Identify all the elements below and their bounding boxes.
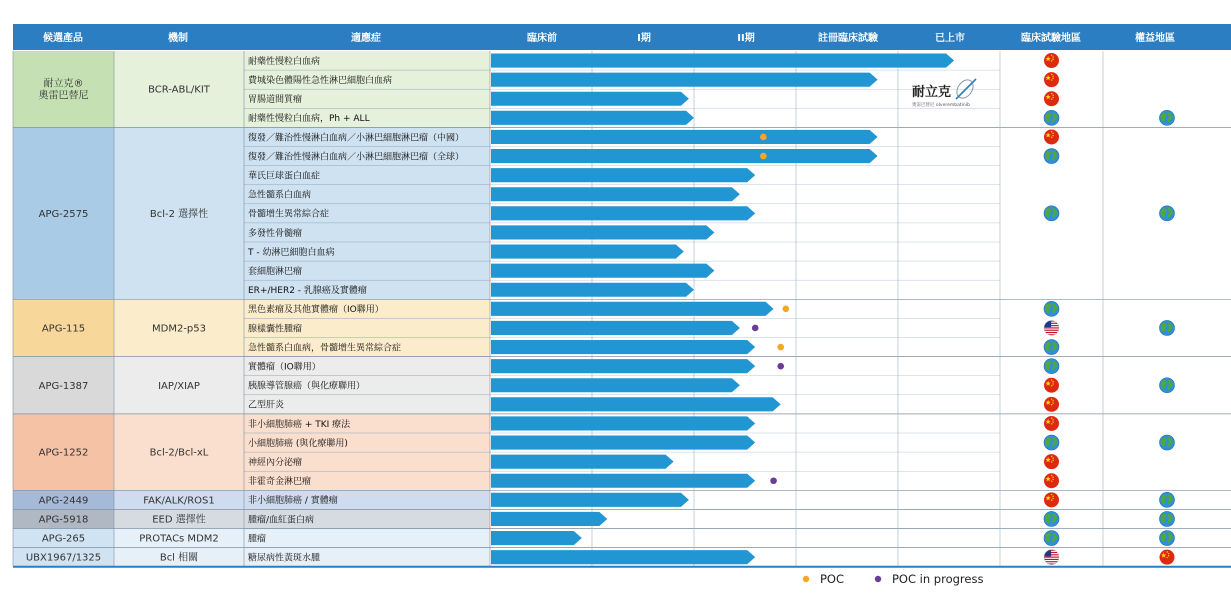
progress-bar: [491, 455, 674, 469]
legend-poc-dot: [803, 576, 809, 582]
china-flag-icon: [1160, 550, 1175, 565]
indication-label: 復發／難治性慢淋白血病／小淋巴細胞淋巴瘤（全球）: [248, 152, 465, 163]
indication-label: ER+/HER2 - 乳腺癌及實體瘤: [248, 286, 367, 297]
progress-bar: [491, 359, 755, 373]
product-name-line: APG-115: [41, 323, 86, 335]
mechanism-name: PROTACs MDM2: [139, 533, 219, 545]
indication-cell-bg: [244, 529, 490, 548]
china-flag-icon: [1044, 91, 1059, 106]
china-flag-small-star: [1051, 385, 1052, 386]
product-name: [39, 448, 89, 459]
progress-bar: [491, 225, 714, 239]
global-icon: [1160, 110, 1175, 125]
indication-label: 套細胞淋巴瘤: [248, 266, 303, 277]
poc-in-progress-marker: [752, 325, 759, 332]
header-mechanism: 機制: [168, 33, 188, 44]
indication-label: 黑色素瘤及其他實體瘤（IO聯用）: [248, 305, 384, 316]
china-flag-icon: [1044, 378, 1059, 393]
china-flag-small-star: [1052, 383, 1053, 384]
poc-in-progress-marker: [777, 363, 784, 370]
china-flag-small-star: [1051, 60, 1052, 61]
header-product: 候選產品: [43, 33, 83, 44]
usa-flag-stripe: [1044, 557, 1060, 558]
indication-label: 非小細胞肺癌 / 實體瘤: [248, 496, 338, 507]
indication-label: 耐藥性慢粒白血病，Ph + ALL: [248, 114, 370, 125]
progress-bar: [491, 321, 740, 335]
china-flag-small-star: [1051, 55, 1052, 56]
poc-marker: [783, 306, 790, 313]
progress-bar: [491, 397, 781, 411]
progress-bar: [491, 245, 684, 259]
china-flag-small-star: [1052, 75, 1053, 76]
china-flag-small-star: [1051, 74, 1052, 75]
table-header: [13, 24, 1231, 50]
indication-label: 非霍奇金淋巴瘤: [248, 477, 312, 488]
china-flag-icon: [1044, 129, 1059, 144]
china-flag-small-star: [1051, 79, 1052, 80]
china-flag-small-star: [1051, 404, 1052, 405]
olverembatinib-logo: [912, 77, 976, 108]
china-flag-small-star: [1052, 97, 1053, 98]
china-flag-small-star: [1052, 56, 1053, 57]
indication-label: 糖尿病性黃斑水腫: [248, 553, 321, 564]
china-flag-small-star: [1051, 480, 1052, 481]
china-flag-small-star: [1052, 460, 1053, 461]
china-flag-icon: [1044, 416, 1059, 431]
progress-bar: [491, 493, 689, 507]
header-indication: 適應症: [351, 33, 381, 44]
progress-bar: [491, 187, 740, 201]
usa-flag-canton: [1044, 320, 1052, 327]
indication-label: 腫瘤: [248, 534, 267, 545]
product-name-line: APG-1252: [38, 447, 89, 459]
china-flag-small-star: [1168, 555, 1169, 556]
product-name-line: APG-1387: [38, 380, 89, 392]
indication-label: 腫瘤/血紅蛋白病: [248, 515, 315, 526]
china-flag-small-star: [1052, 421, 1053, 422]
progress-bar: [491, 149, 878, 163]
china-flag-small-star: [1052, 78, 1053, 79]
product-name-line: APG-5918: [38, 514, 89, 526]
china-flag-icon: [1044, 397, 1059, 412]
header-phase-marketed: 已上市: [935, 33, 965, 44]
china-flag-small-star: [1051, 398, 1052, 399]
usa-flag-icon: [1044, 320, 1060, 336]
china-flag-small-star: [1052, 135, 1053, 136]
global-icon: [1044, 359, 1059, 374]
indication-label: 小細胞肺癌 (與化療聯用): [248, 438, 348, 449]
indication-label: 實體瘤（IO聯用）: [248, 362, 321, 373]
china-flag-icon: [1044, 53, 1059, 68]
global-icon: [1044, 110, 1059, 125]
indication-label: 腺樣囊性腫瘤: [248, 324, 303, 335]
indication-label: 非小細胞肺癌 + TKI 療法: [248, 419, 351, 430]
mechanism-name: BCR-ABL/KIT: [148, 84, 210, 96]
legend-poc-in-progress-dot: [875, 576, 881, 582]
mechanism-name: Bcl-2/Bcl-xL: [149, 447, 209, 459]
progress-bar: [491, 550, 755, 564]
global-icon: [1044, 340, 1059, 355]
china-flag-small-star: [1167, 551, 1168, 552]
usa-flag-body: [1044, 320, 1060, 336]
usa-flag-body: [1044, 549, 1060, 565]
header-trial-region: 臨床試驗地區: [1021, 33, 1081, 44]
product-name-line: UBX1967/1325: [25, 552, 102, 564]
china-flag-small-star: [1052, 498, 1053, 499]
global-icon: [1160, 531, 1175, 546]
global-icon: [1160, 206, 1175, 221]
indication-label: 胃腸道間質瘤: [248, 95, 303, 106]
china-flag-small-star: [1051, 494, 1052, 495]
progress-bar: [491, 73, 878, 87]
china-flag-small-star: [1167, 557, 1168, 558]
global-icon: [1160, 320, 1175, 335]
china-flag-small-star: [1052, 59, 1053, 60]
indication-label: 耐藥性慢粒白血病: [248, 56, 321, 67]
indication-label: 費城染色體陽性急性淋巴細胞白血病: [248, 75, 393, 86]
china-flag-small-star: [1052, 133, 1053, 134]
progress-bar: [491, 111, 694, 125]
product-name-line: APG-2575: [38, 208, 89, 220]
progress-bars: [491, 54, 954, 565]
region-flags: [1044, 53, 1175, 565]
china-flag-small-star: [1051, 418, 1052, 419]
china-flag-icon: [1044, 72, 1059, 87]
china-flag-small-star: [1052, 496, 1053, 497]
global-icon: [1044, 149, 1059, 164]
logo-name: 耐立克: [912, 85, 952, 100]
product-name-line: APG-2449: [38, 495, 89, 507]
progress-bar: [491, 378, 740, 392]
usa-flag-stripe: [1044, 330, 1060, 331]
china-flag-small-star: [1052, 479, 1053, 480]
legend-poc-label: POC: [820, 572, 845, 586]
global-icon: [1044, 435, 1059, 450]
product-name: [39, 77, 89, 102]
progress-bar: [491, 474, 755, 488]
indication-label: 復發／難治性慢淋白血病／小淋巴細胞淋巴瘤（中國）: [248, 133, 465, 144]
indication-label: 急性髓系白血病，骨髓增生異常綜合症: [248, 343, 402, 354]
china-flag-small-star: [1051, 475, 1052, 476]
global-icon: [1160, 435, 1175, 450]
product-name-line: APG-265: [41, 533, 86, 545]
global-icon: [1044, 511, 1059, 526]
product-name: [39, 495, 89, 506]
product-name: [42, 323, 85, 334]
global-icon: [1044, 206, 1059, 221]
progress-bar: [491, 436, 755, 450]
china-flag-small-star: [1052, 419, 1053, 420]
indication-label: 多發性骨髓瘤: [248, 228, 303, 239]
product-name-line: 奧雷巴替尼: [38, 90, 89, 102]
usa-flag-stripe: [1044, 559, 1060, 560]
usa-flag-icon: [1044, 549, 1060, 565]
progress-bar: [491, 512, 607, 526]
mechanism-name: IAP/XIAP: [158, 380, 200, 392]
product-name: [39, 381, 89, 392]
indication-label: 華氏巨球蛋白血症: [248, 171, 321, 182]
header-phase-registrational: 註冊臨床試驗: [818, 33, 878, 44]
china-flag-small-star: [1052, 477, 1053, 478]
global-icon: [1160, 511, 1175, 526]
progress-bar: [491, 92, 689, 106]
progress-bar: [491, 531, 582, 545]
mechanism-name: Bcl 相關: [159, 552, 199, 564]
progress-bar: [491, 264, 714, 278]
progress-bar: [491, 302, 774, 316]
product-name: [39, 209, 89, 220]
progress-bar: [491, 340, 755, 354]
indication-label: 神經內分泌瘤: [248, 457, 303, 468]
mechanism-name: EED 選擇性: [152, 514, 206, 526]
china-flag-small-star: [1052, 400, 1053, 401]
china-flag-small-star: [1168, 553, 1169, 554]
global-icon: [1044, 301, 1059, 316]
global-icon: [1160, 492, 1175, 507]
legend: [803, 572, 984, 586]
poc-marker: [760, 153, 767, 160]
china-flag-small-star: [1052, 381, 1053, 382]
progress-bar: [491, 206, 755, 220]
indication-label: 胰腺導管腺癌（與化療聯用）: [248, 381, 366, 392]
mechanism-name: Bcl-2 選擇性: [149, 208, 209, 220]
china-flag-small-star: [1051, 131, 1052, 132]
indication-label: 急性髓系白血病: [248, 190, 312, 201]
china-flag-icon: [1044, 454, 1059, 469]
china-flag-small-star: [1052, 402, 1053, 403]
poc-marker: [760, 134, 767, 141]
china-flag-small-star: [1052, 457, 1053, 458]
logo-subtitle: 奧雷巴替尼 olverembatinib: [912, 103, 970, 108]
china-flag-small-star: [1052, 95, 1053, 96]
product-name: [39, 514, 89, 525]
china-flag-small-star: [1051, 98, 1052, 99]
china-flag-small-star: [1051, 456, 1052, 457]
progress-bar: [491, 283, 694, 297]
china-flag-small-star: [1051, 137, 1052, 138]
global-icon: [1044, 531, 1059, 546]
header-phase-1: I期: [637, 33, 651, 44]
global-icon: [1160, 378, 1175, 393]
header-rights-region: 權益地區: [1135, 33, 1175, 44]
product-name: [26, 553, 101, 564]
china-flag-small-star: [1051, 93, 1052, 94]
mechanism-name: FAK/ALK/ROS1: [143, 495, 215, 507]
poc-marker: [777, 344, 784, 351]
poc-in-progress-marker: [770, 477, 777, 484]
header-phase-preclinical: 臨床前: [527, 33, 557, 44]
china-flag-small-star: [1051, 423, 1052, 424]
mechanism-name: MDM2-p53: [152, 323, 206, 335]
indication-label: 乙型肝炎: [248, 400, 285, 411]
progress-bar: [491, 416, 755, 430]
china-flag-icon: [1044, 473, 1059, 488]
usa-flag-stripe: [1044, 327, 1060, 328]
indication-label: 骨髓增生異常綜合症: [248, 209, 330, 220]
china-flag-small-star: [1051, 500, 1052, 501]
usa-flag-canton: [1044, 549, 1052, 556]
china-flag-small-star: [1051, 461, 1052, 462]
china-flag-icon: [1044, 492, 1059, 507]
legend-poc-in-progress-label: POC in progress: [892, 572, 984, 586]
header-phase-2: II期: [737, 33, 755, 44]
progress-bar: [491, 168, 755, 182]
progress-bar: [491, 130, 878, 144]
product-name-line: 耐立克®: [43, 78, 84, 90]
product-name: [42, 534, 85, 545]
indication-label: T - 幼淋巴細胞白血病: [248, 247, 335, 258]
progress-bar: [491, 54, 954, 68]
china-flag-small-star: [1051, 379, 1052, 380]
